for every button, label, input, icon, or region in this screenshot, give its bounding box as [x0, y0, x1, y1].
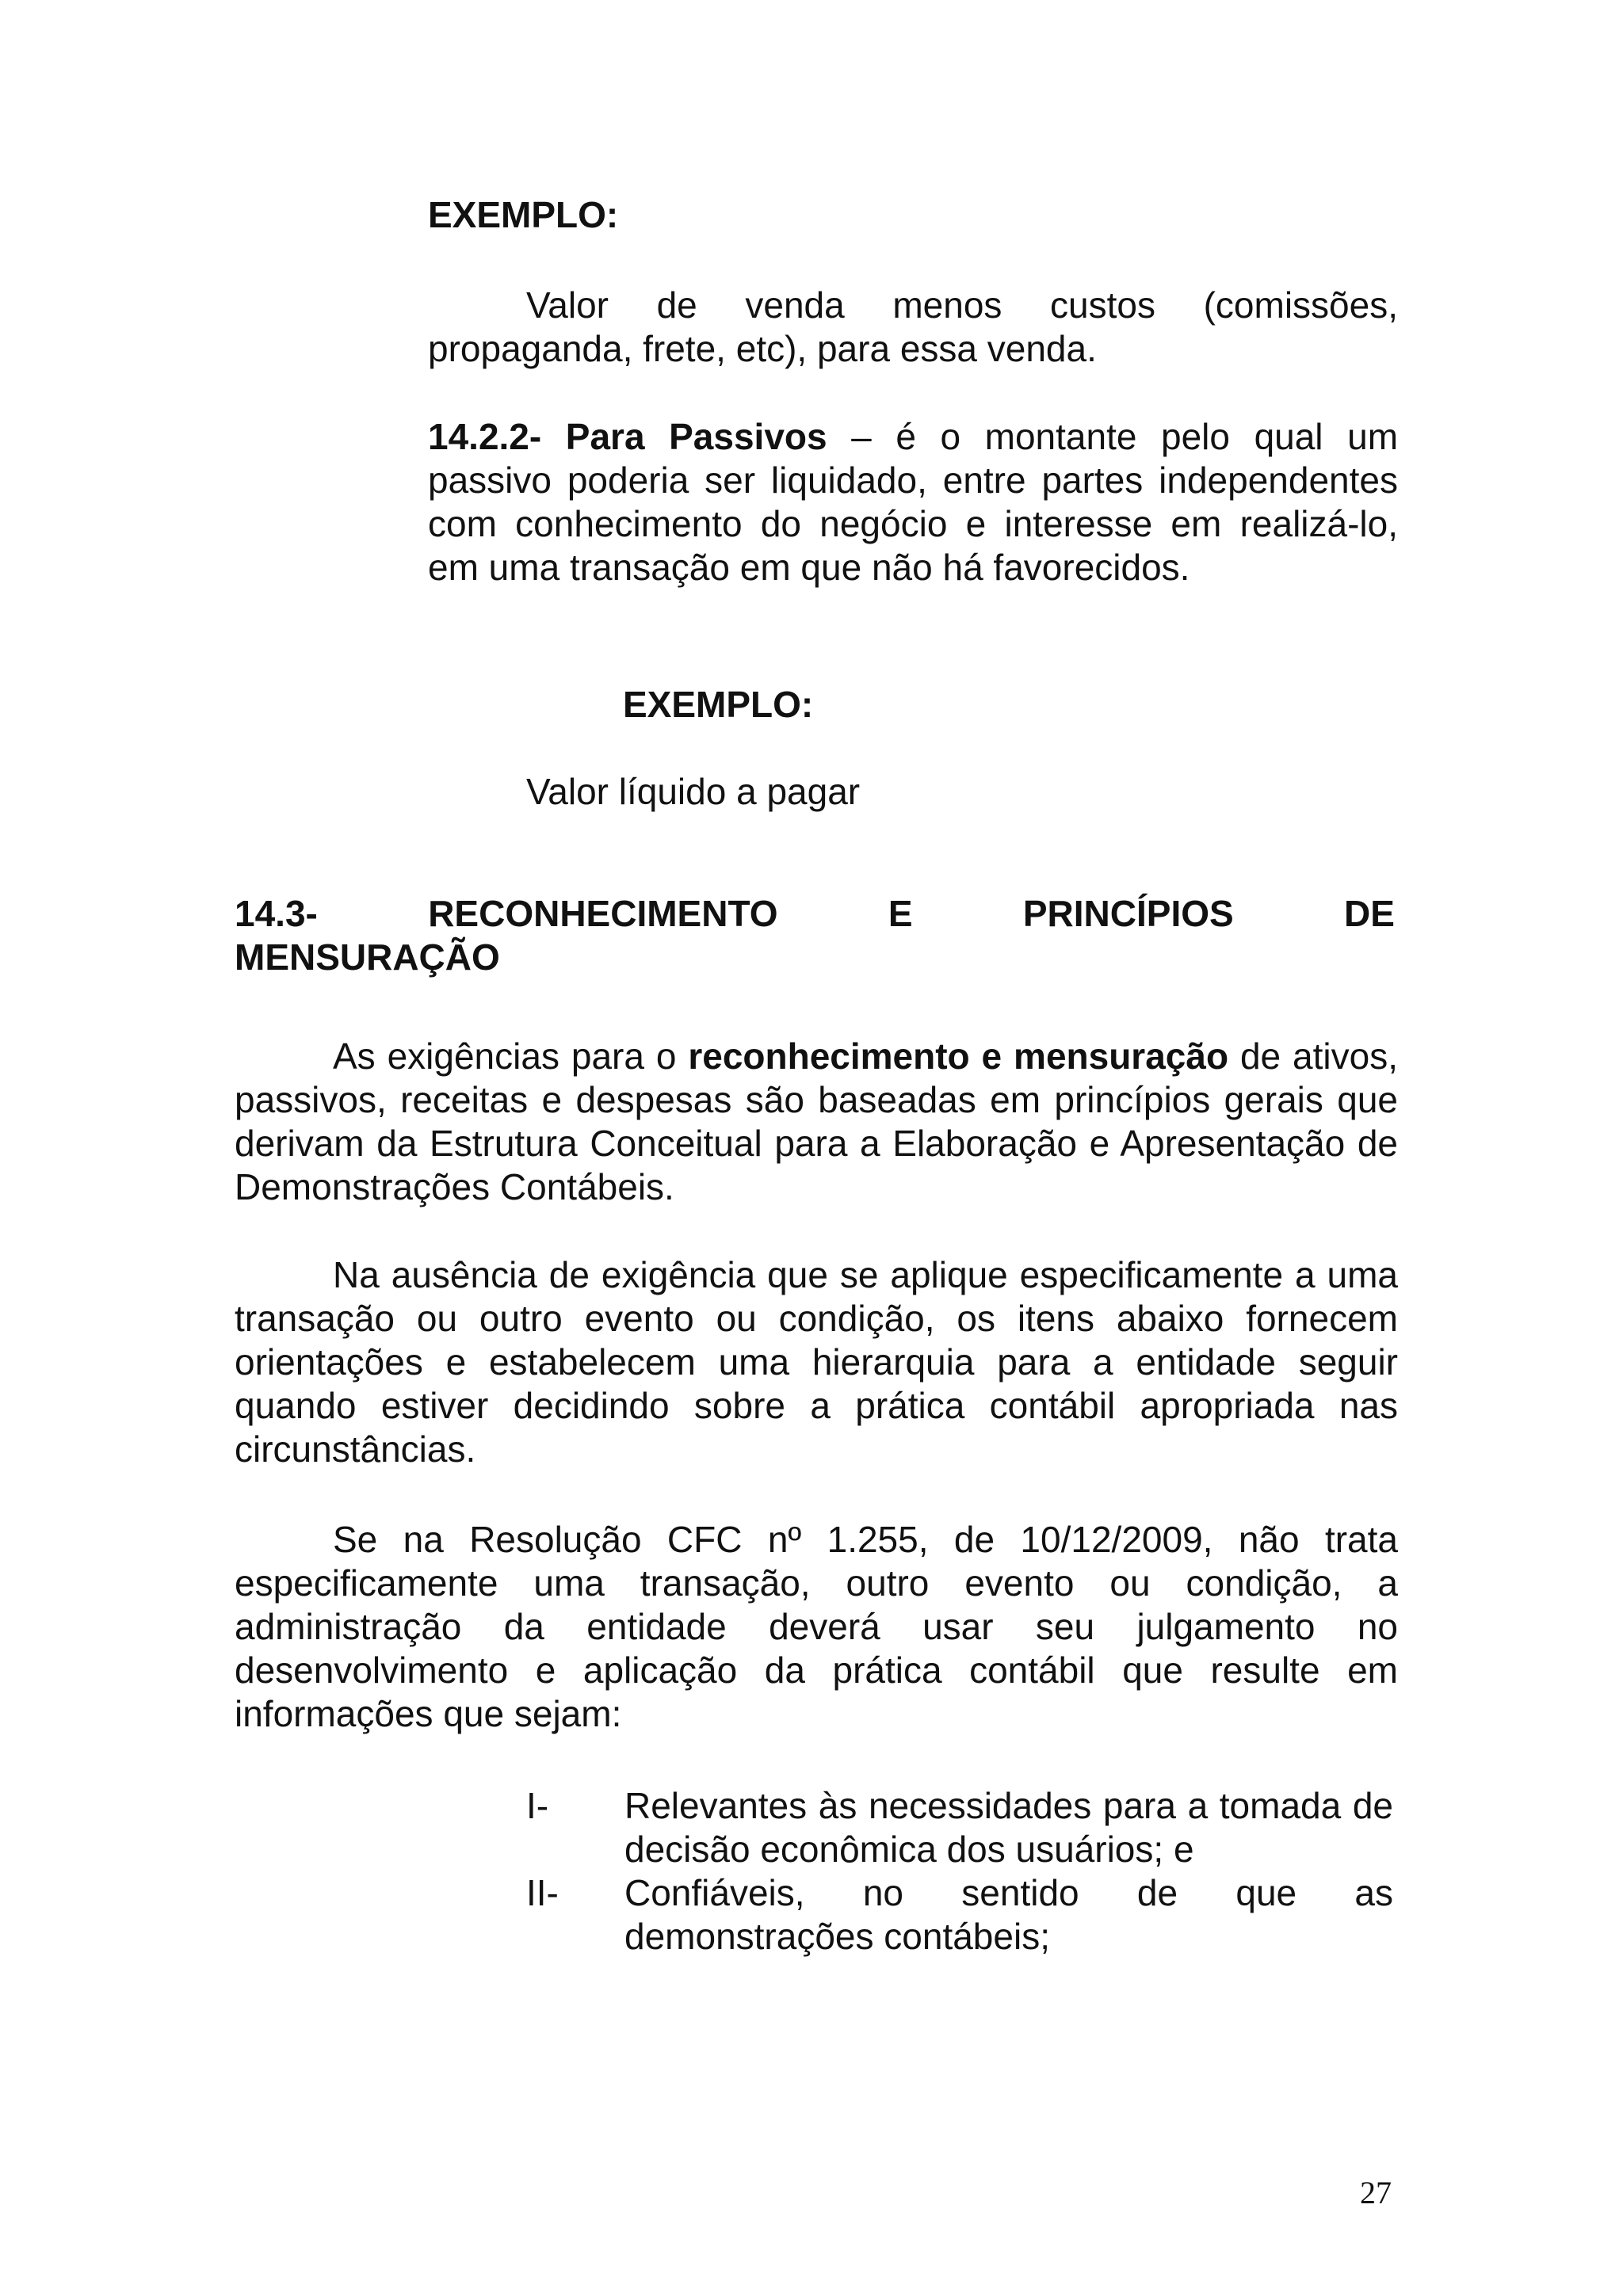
example-text-2: Valor líquido a pagar	[526, 771, 861, 812]
section-word-4: DE	[1344, 893, 1395, 934]
section-number: 14.3-	[235, 893, 318, 934]
example-label-2: EXEMPLO:	[623, 684, 814, 725]
list-item-text: Relevantes às necessidades para a tomada de decisão econômica dos usuários; e	[624, 1785, 1393, 1870]
paragraph-1-before: As exigências para o	[333, 1035, 689, 1077]
section-word-2: E	[888, 893, 913, 934]
section-word-5: MENSURAÇÃO	[235, 936, 500, 978]
passivos-text: – é o montante pelo qual um passivo poderia ser liquidado, entre partes independentes com conhecimento do negócio e interesse em realizá-lo, em uma transação em que não há favorecidos.	[428, 416, 1399, 588]
passivos-number: 14.2.2-	[428, 416, 542, 457]
list-item-number: I-	[526, 1785, 549, 1826]
paragraph-ausencia: Na ausência de exigência que se aplique especificamente a uma transação ou outro evento ou condição, os itens abaixo fornecem orientações e estabelecem uma hierarquia para a entidade seguir quando estiver decidindo sobre a prática contábil apropriada nas circunstâncias.	[235, 1254, 1398, 1470]
example-text-1: Valor de venda menos custos (comissões, propaganda, frete, etc), para essa venda.	[428, 284, 1398, 369]
list-item-text: Confiáveis, no sentido de que as demonstrações contábeis;	[624, 1872, 1393, 1957]
list-item-number: II-	[526, 1872, 559, 1913]
example-label-1: EXEMPLO:	[428, 194, 619, 235]
section-word-1: RECONHECIMENTO	[428, 893, 778, 934]
section-heading	[235, 892, 1395, 979]
paragraph-resolucao: Se na Resolução CFC nº 1.255, de 10/12/2009, não trata especificamente uma transação, outro evento ou condição, a administração da entidade deverá usar seu julgamento no desenvolvimento e aplicação da prática contábil que resulte em informações que sejam:	[235, 1519, 1398, 1734]
paragraph-1-after: de ativos, passivos, receitas e despesas são baseadas em princípios gerais que derivam da Estrutura Conceitual para a Elaboração e Apresentação de Demonstrações Contábeis.	[235, 1035, 1398, 1207]
section-word-3: PRINCÍPIOS	[1022, 893, 1234, 934]
paragraph-1-bold: reconhecimento e mensuração	[688, 1035, 1229, 1077]
passivos-paragraph	[428, 415, 1398, 589]
page-number: 27	[1360, 2175, 1392, 2210]
paragraph-reconhecimento	[235, 1035, 1398, 1209]
section-heading-line	[235, 892, 1395, 936]
passivos-title: Para Passivos	[565, 416, 827, 457]
